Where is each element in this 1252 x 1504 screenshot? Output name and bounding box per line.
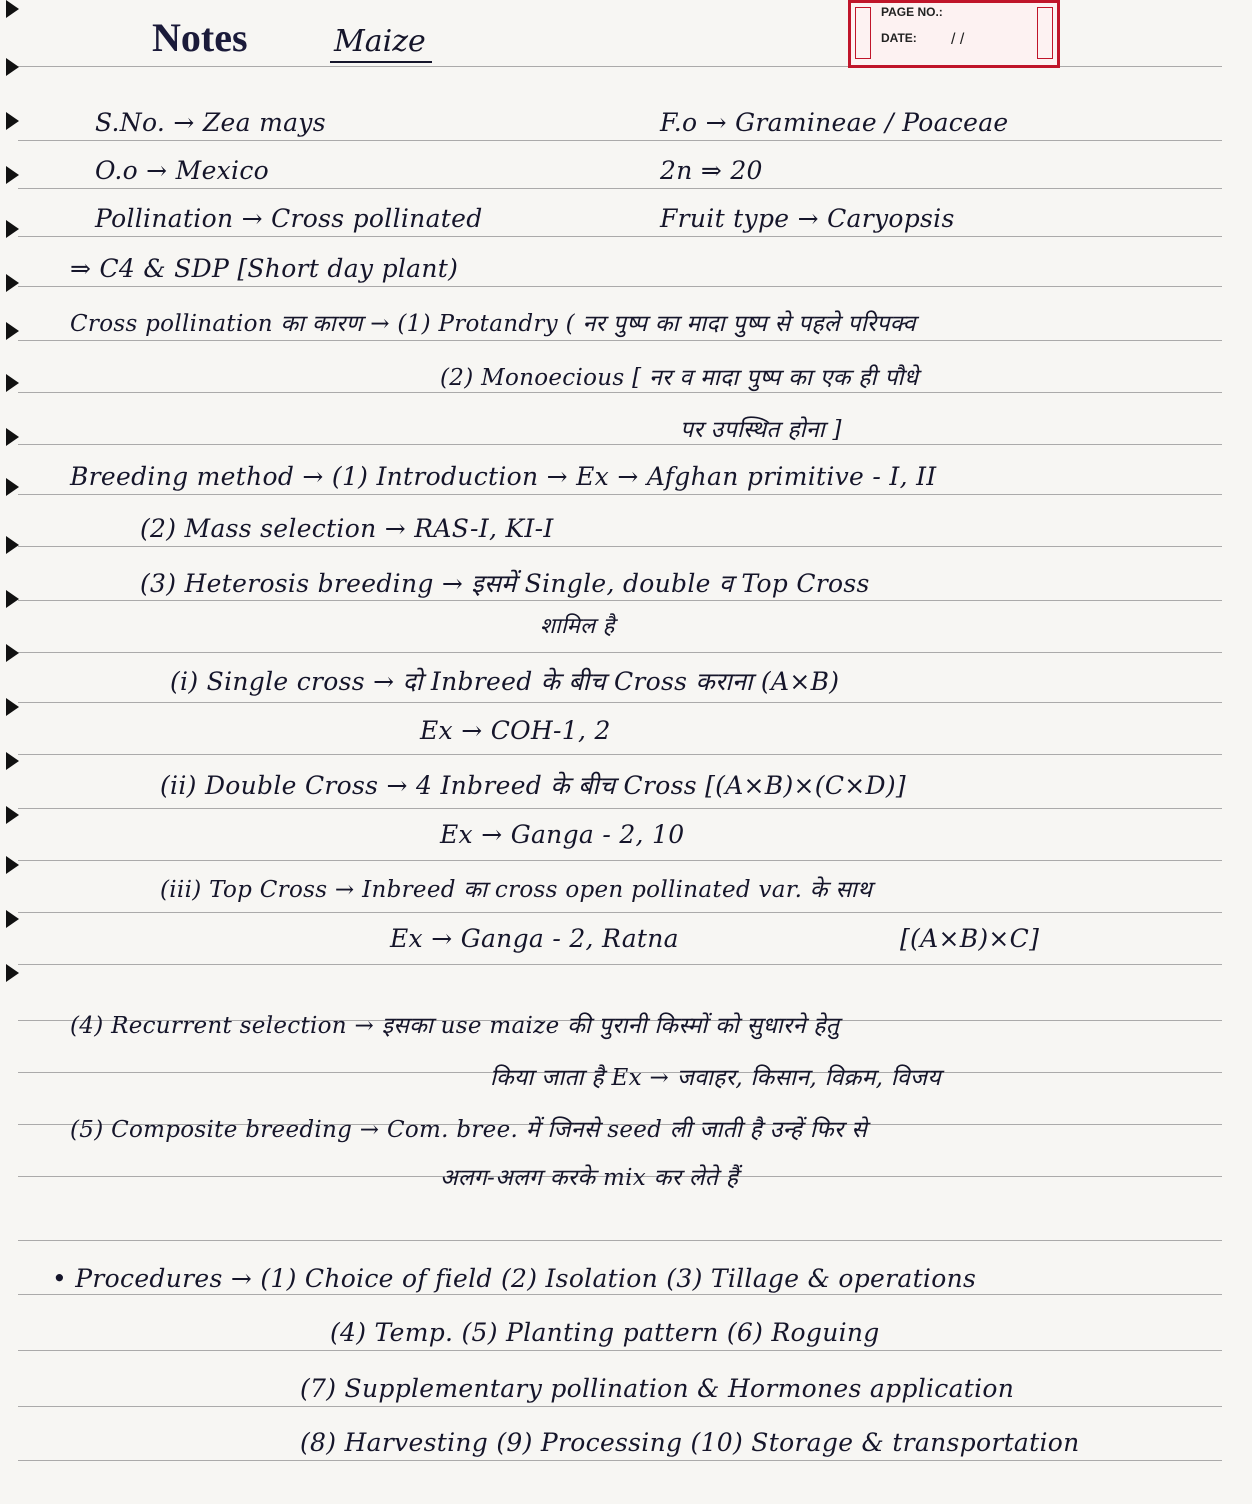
margin-marker (6, 220, 19, 238)
note-line: अलग-अलग करके mix कर लेते हैं (440, 1165, 739, 1191)
margin-marker (6, 752, 19, 770)
note-line: (3) Heterosis breeding → इसमें Single, double व Top Cross (140, 569, 870, 598)
note-line-right: 2n ⇒ 20 (660, 156, 763, 185)
note-line: Ex → Ganga - 2, 10 (440, 820, 685, 849)
note-line: पर उपस्थित होना ] (680, 417, 842, 443)
page-title: Maize (330, 24, 432, 63)
margin-marker (6, 478, 19, 496)
note-line: (i) Single cross → दो Inbreed के बीच Cross कराना (A×B) (170, 667, 840, 696)
margin-marker (6, 274, 19, 292)
note-line: (ii) Double Cross → 4 Inbreed के बीच Cross [(A×B)×(C×D)] (160, 771, 906, 800)
margin-marker (6, 536, 19, 554)
margin-marker (6, 0, 19, 18)
note-line-right: [(A×B)×C] (900, 924, 1040, 953)
margin-marker (6, 322, 19, 340)
note-line: Ex → Ganga - 2, Ratna (390, 924, 679, 953)
note-line: (2) Monoecious [ नर व मादा पुष्प का एक ही पौधे (440, 365, 919, 391)
note-line: (4) Temp. (5) Planting pattern (6) Roguing (330, 1318, 880, 1347)
page-date-box (848, 0, 1060, 68)
note-line: किया जाता है Ex → जवाहर, किसान, विक्रम, विजय (490, 1065, 941, 1091)
margin-marker (6, 166, 19, 184)
margin-marker (6, 58, 19, 76)
margin-marker (6, 590, 19, 608)
note-line: Breeding method → (1) Introduction → Ex → Afghan primitive - I, II (70, 462, 937, 491)
note-line: Pollination → Cross pollinated (95, 204, 483, 233)
box-ornament-right (1037, 7, 1053, 59)
note-line: ⇒ C4 & SDP [Short day plant) (70, 254, 459, 283)
margin-marker (6, 698, 19, 716)
date-value: / / (951, 31, 965, 48)
margin-marker (6, 806, 19, 824)
note-line: (8) Harvesting (9) Processing (10) Storage & transportation (300, 1428, 1080, 1457)
margin-marker (6, 374, 19, 392)
note-line: (2) Mass selection → RAS-I, KI-I (140, 514, 554, 543)
note-line: शामिल है (540, 614, 615, 639)
note-line: (4) Recurrent selection → इसका use maize की पुरानी किस्मों को सुधारने हेतु (70, 1013, 840, 1039)
note-line: S.No. → Zea mays (95, 108, 326, 137)
note-line-right: F.o → Gramineae / Poaceae (660, 108, 1009, 137)
margin-marker (6, 112, 19, 130)
margin-marker (6, 910, 19, 928)
note-line: Ex → COH-1, 2 (420, 716, 611, 745)
note-line: (5) Composite breeding → Com. bree. में जिनसे seed ली जाती है उन्हें फिर से (70, 1117, 868, 1143)
margin-marker (6, 856, 19, 874)
note-line: O.o → Mexico (95, 156, 270, 185)
note-line: (7) Supplementary pollination & Hormones application (300, 1374, 1015, 1403)
notes-brand-label: Notes (152, 15, 248, 60)
margin-marker (6, 644, 19, 662)
note-line: (iii) Top Cross → Inbreed का cross open pollinated var. के साथ (160, 877, 873, 903)
page-no-label: PAGE NO.: (881, 5, 943, 19)
box-ornament-left (855, 7, 871, 59)
note-line-right: Fruit type → Caryopsis (660, 204, 955, 233)
margin-marker (6, 428, 19, 446)
date-label: DATE: (881, 31, 917, 45)
note-line: Cross pollination का कारण → (1) Protandry ( नर पुष्प का मादा पुष्प से पहले परिपक्व (70, 311, 916, 337)
note-line: • Procedures → (1) Choice of field (2) Isolation (3) Tillage & operations (52, 1264, 977, 1293)
margin-marker (6, 964, 19, 982)
